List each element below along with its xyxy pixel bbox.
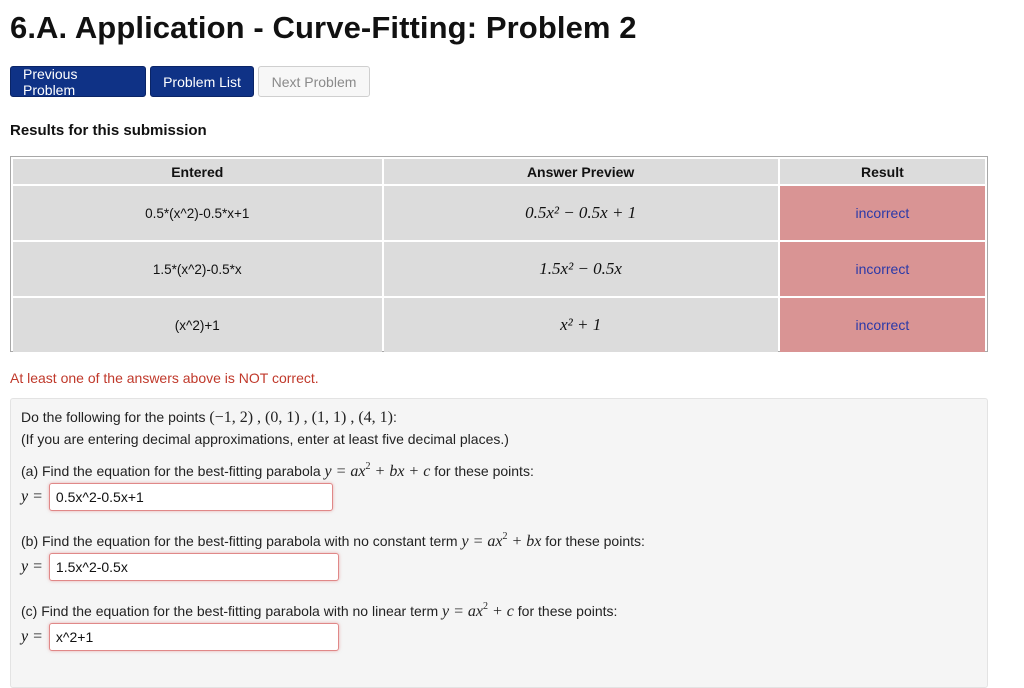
answer-input-b[interactable] bbox=[49, 553, 339, 581]
part-b-equation: $y = ax^2$ + bx bbox=[461, 531, 542, 550]
answer-input-c[interactable] bbox=[49, 623, 339, 651]
entered-cell: (x^2)+1 bbox=[13, 298, 382, 352]
table-row bbox=[13, 298, 985, 352]
part-c-suffix: for these points: bbox=[517, 603, 618, 619]
result-cell: incorrect bbox=[780, 298, 985, 352]
submission-warning: At least one of the answers above is NOT correct. bbox=[10, 370, 319, 386]
y-label: y = bbox=[21, 558, 43, 575]
y-label: y = bbox=[21, 628, 43, 645]
table-row bbox=[13, 242, 985, 296]
part-a-equation: $y = ax^2$ + bx + c bbox=[324, 461, 431, 480]
problem-intro bbox=[21, 409, 397, 427]
result-cell: incorrect bbox=[780, 186, 985, 240]
answer-preview-cell: 0.5x² − 0.5x + 1 bbox=[384, 186, 778, 240]
results-heading: Results for this submission bbox=[10, 122, 207, 139]
part-c-equation: $y = ax^2 + c$ bbox=[442, 601, 514, 620]
part-c-text: (c) Find the equation for the best-fitting parabola with no linear term bbox=[21, 603, 439, 619]
part-b-text: (b) Find the equation for the best-fitting parabola with no constant term bbox=[21, 533, 458, 549]
entered-cell: 1.5*(x^2)-0.5*x bbox=[13, 242, 382, 296]
points-list: (−1, 2) , (0, 1) , (1, 1) , (4, 1) bbox=[209, 409, 393, 426]
next-problem-button: Next Problem bbox=[258, 66, 370, 97]
problem-body bbox=[10, 398, 988, 688]
entered-cell: 0.5*(x^2)-0.5*x+1 bbox=[13, 186, 382, 240]
part-b-suffix: for these points: bbox=[545, 533, 645, 549]
table-header-row bbox=[13, 159, 985, 184]
results-table bbox=[10, 156, 988, 352]
intro-suffix: : bbox=[393, 409, 397, 425]
y-label: y = bbox=[21, 488, 43, 505]
page-title: 6.A. Application - Curve-Fitting: Problem 2 bbox=[10, 10, 637, 45]
result-cell: incorrect bbox=[780, 242, 985, 296]
part-c-prompt bbox=[21, 603, 617, 621]
answer-preview-cell: 1.5x² − 0.5x bbox=[384, 242, 778, 296]
part-a-text: (a) Find the equation for the best-fitting parabola bbox=[21, 463, 321, 479]
problem-note: (If you are entering decimal approximations, enter at least five decimal places.) bbox=[21, 431, 509, 447]
answer-input-a[interactable] bbox=[49, 483, 333, 511]
previous-problem-button[interactable]: Previous Problem bbox=[10, 66, 146, 97]
part-b-prompt bbox=[21, 533, 645, 551]
problem-navigation bbox=[10, 66, 370, 97]
column-header-result: Result bbox=[780, 159, 985, 184]
part-a-prompt bbox=[21, 463, 534, 481]
answer-row-c bbox=[21, 623, 339, 651]
answer-row-b bbox=[21, 553, 339, 581]
problem-list-button[interactable]: Problem List bbox=[150, 66, 254, 97]
answer-row-a bbox=[21, 483, 333, 511]
column-header-answer-preview: Answer Preview bbox=[384, 159, 778, 184]
table-row bbox=[13, 186, 985, 240]
intro-text: Do the following for the points bbox=[21, 409, 206, 425]
column-header-entered: Entered bbox=[13, 159, 382, 184]
part-a-suffix: for these points: bbox=[434, 463, 534, 479]
answer-preview-cell: x² + 1 bbox=[384, 298, 778, 352]
